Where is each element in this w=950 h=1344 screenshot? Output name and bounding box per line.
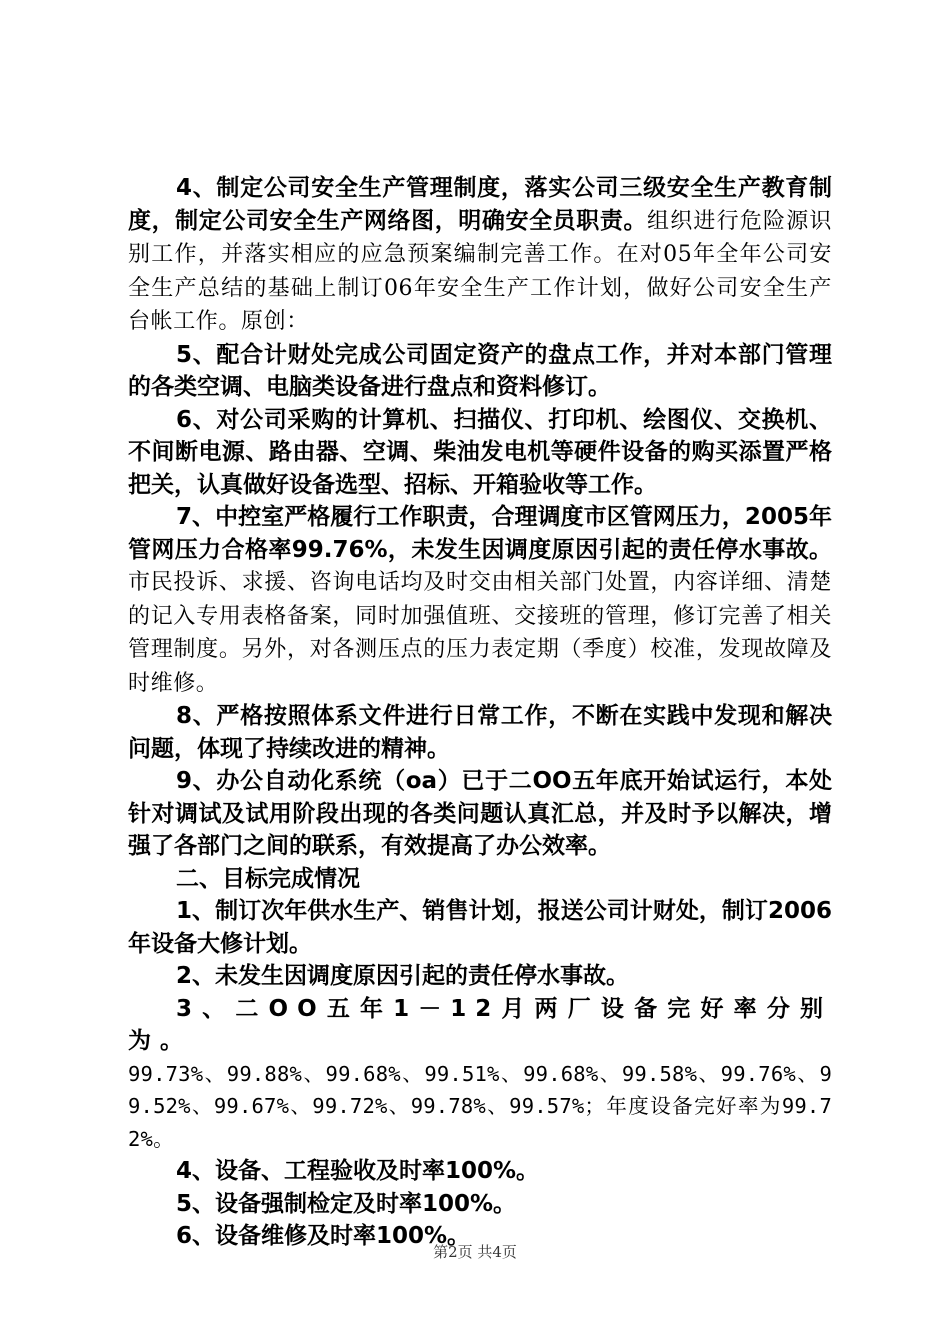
target-item-6-text: 6、设备维修及时率100%。 [176, 1223, 471, 1249]
target-item-5 [128, 1188, 832, 1221]
target-item-2 [128, 960, 832, 993]
target-item-5-text: 5、设备强制检定及时率100%。 [176, 1190, 517, 1217]
paragraph-item-9 [128, 765, 832, 863]
paragraph-item-9-bold: 9、办公自动化系统（oa）已于二OO五年底开始试运行，本处针对调试及试用阶段出现的各类问题认真汇总，并及时予以解决，增强了各部门之间的联系，有效提高了办公效率。 [128, 768, 832, 859]
paragraph-item-7-normal: 市民投诉、求援、咨询电话均及时交由相关部门处置，内容详细、清楚的记入专用表格备案，同时加强值班、交接班的管理，修订完善了相关管理制度。另外，对各测压点的压力表定期（季度）校准，发现故障及时维修。 [128, 570, 832, 696]
paragraph-item-4-normal: 组织进行危险源识别工作，并落实相应的应急预案编制完善工作。在对05年全年公司安全生产总结的基础上制订06年安全生产工作计划，做好公司安全生产台帐工作。原创： [128, 208, 832, 334]
paragraph-item-4 [128, 172, 832, 339]
section-heading-targets [128, 863, 832, 896]
paragraph-item-5-bold: 5、配合计财处完成公司固定资产的盘点工作，并对本部门管理的各类空调、电脑类设备进行盘点和资料修订。 [128, 341, 832, 400]
target-item-1 [128, 895, 832, 960]
paragraph-item-7 [128, 501, 832, 700]
section-heading-targets-text: 二、目标完成情况 [176, 865, 360, 892]
target-item-3-heading-text: 3、二OO五年1－12月两厂设备完好率分别为。 [128, 995, 832, 1054]
target-item-3-heading [128, 993, 832, 1058]
page-number-footer: 第2页 共4页 [433, 1243, 517, 1261]
paragraph-item-8-bold: 8、严格按照体系文件进行日常工作，不断在实践中发现和解决问题，体现了持续改进的精神。 [128, 703, 832, 762]
paragraph-item-8 [128, 700, 832, 765]
target-item-4 [128, 1155, 832, 1188]
target-item-3-values: 99.73%、99.88%、99.68%、99.51%、99.68%、99.58%、99.76%、99.52%、99.67%、99.72%、99.78%、99.57%；年度设备完好率为99.72%。 [128, 1061, 832, 1151]
paragraph-item-4-bold: 4、制定公司安全生产管理制度，落实公司三级安全生产教育制度，制定公司安全生产网络图，明确安全员职责。 [128, 175, 832, 234]
paragraph-item-7-bold: 7、中控室严格履行工作职责，合理调度市区管网压力，2005年管网压力合格率99.76%，未发生因调度原因引起的责任停水事故。 [128, 504, 832, 563]
target-item-1-text: 1、制订次年供水生产、销售计划，报送公司计财处，制订2006年设备大修计划。 [128, 898, 832, 957]
target-item-4-text: 4、设备、工程验收及时率100%。 [176, 1158, 540, 1184]
paragraph-item-5 [128, 339, 832, 404]
target-item-2-text: 2、未发生因调度原因引起的责任停水事故。 [176, 963, 630, 989]
paragraph-item-6 [128, 404, 832, 502]
paragraph-item-6-bold: 6、对公司采购的计算机、扫描仪、打印机、绘图仪、交换机、不间断电源、路由器、空调、柴油发电机等硬件设备的购买添置严格把关，认真做好设备选型、招标、开箱验收等工作。 [128, 406, 832, 498]
document-body [128, 172, 832, 1253]
